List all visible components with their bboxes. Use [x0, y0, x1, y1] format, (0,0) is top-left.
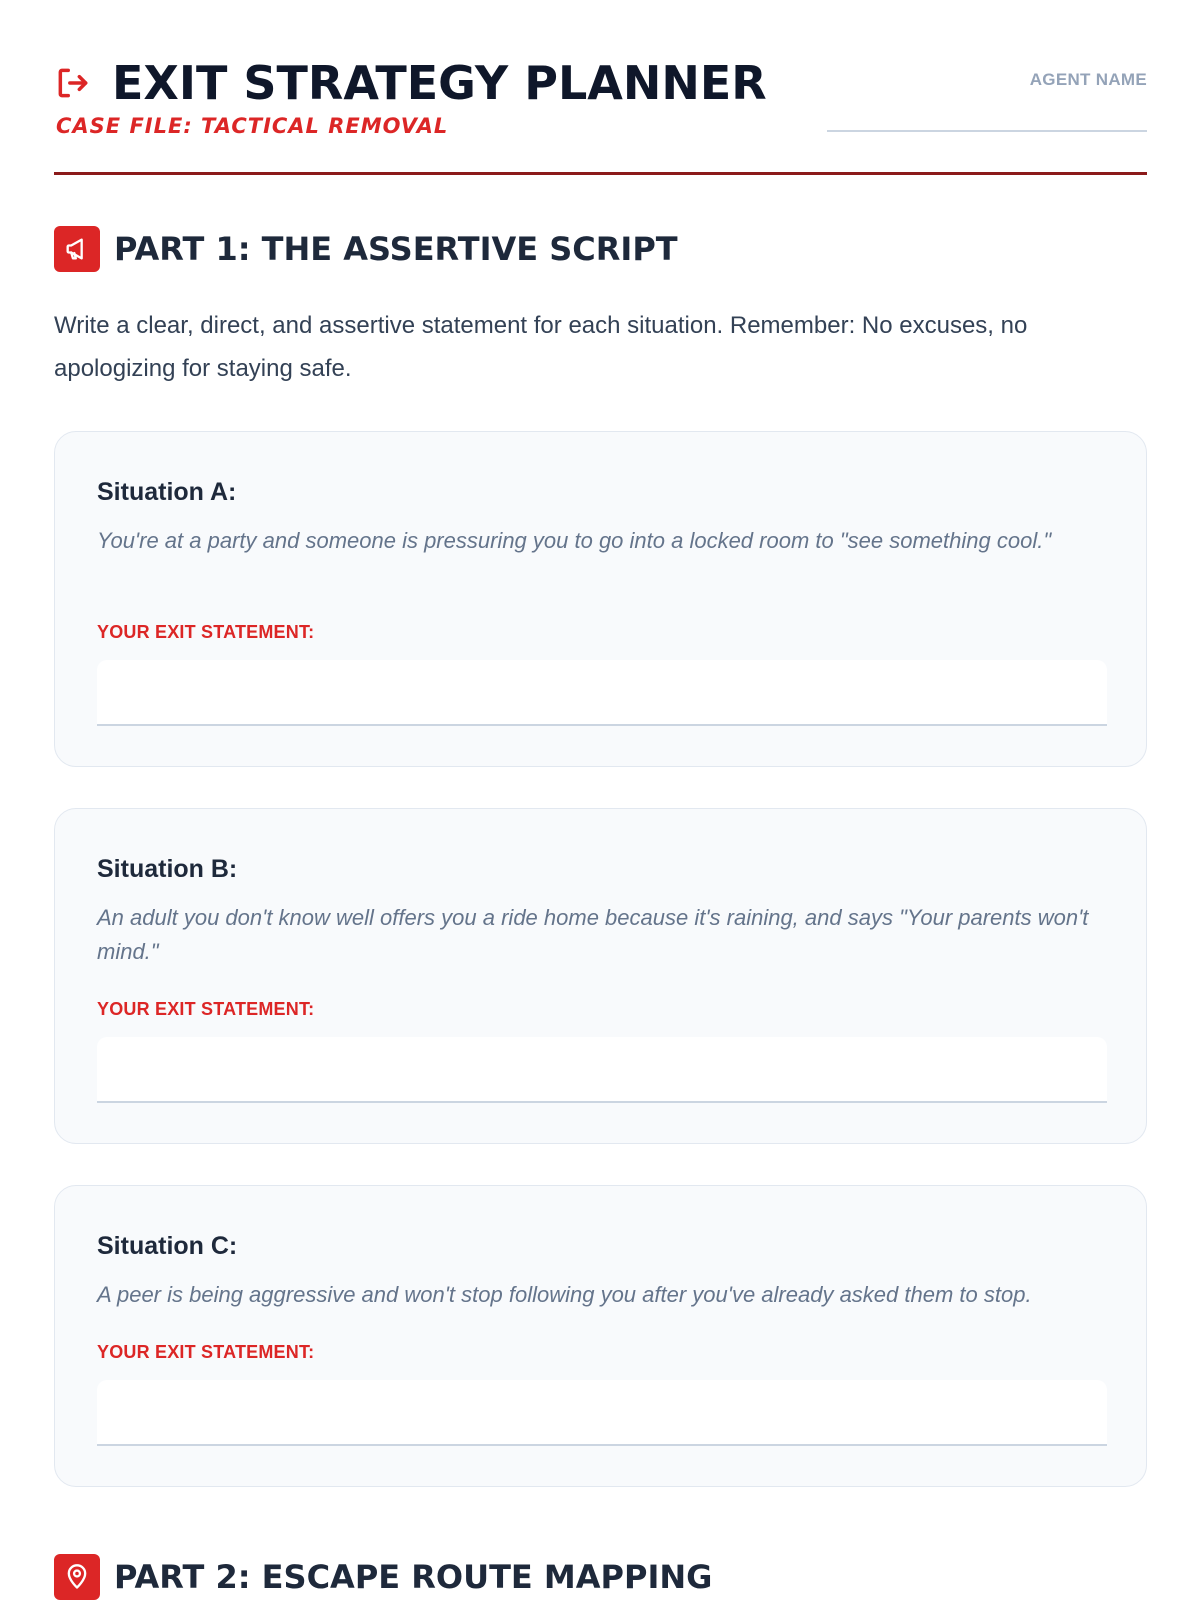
page-title: EXIT STRATEGY PLANNER [112, 56, 767, 110]
situation-description: A peer is being aggressive and won't stop following you after you've already asked them to stop. [97, 1282, 1032, 1307]
situation-card [54, 431, 1147, 767]
case-file-subtitle: CASE FILE: TACTICAL REMOVAL [56, 114, 449, 138]
exit-icon [54, 64, 92, 102]
exit-statement-input[interactable] [97, 660, 1107, 726]
situation-description: An adult you don't know well offers you a ride home because it's raining, and says "Your parents won't mind." [97, 905, 1089, 964]
agent-name-label: AGENT NAME [1029, 70, 1147, 89]
situation-title: Situation A: [97, 478, 237, 506]
exit-statement-label: YOUR EXIT STATEMENT: [97, 999, 315, 1019]
agent-name-field[interactable] [827, 68, 1147, 132]
situation-card [54, 808, 1147, 1144]
worksheet-header [54, 0, 1147, 175]
situation-title: Situation C: [97, 1232, 238, 1260]
megaphone-icon [54, 226, 100, 272]
exit-statement-label: YOUR EXIT STATEMENT: [97, 622, 315, 642]
situation-description: You're at a party and someone is pressuring you to go into a locked room to "see something cool." [97, 528, 1052, 553]
situation-title: Situation B: [97, 855, 238, 883]
title-row [54, 56, 767, 110]
map-pin-icon [54, 1554, 100, 1600]
part1-instructions: Write a clear, direct, and assertive statement for each situation. Remember: No excuses, no apologizing for staying safe. [54, 312, 1028, 382]
part2-title: PART 2: ESCAPE ROUTE MAPPING [114, 1558, 713, 1596]
exit-statement-input[interactable] [97, 1037, 1107, 1103]
part1-title: PART 1: THE ASSERTIVE SCRIPT [114, 230, 678, 268]
situation-card [54, 1185, 1147, 1487]
exit-statement-input[interactable] [97, 1380, 1107, 1446]
exit-statement-label: YOUR EXIT STATEMENT: [97, 1342, 315, 1362]
part1-heading [54, 226, 678, 272]
part2-heading [54, 1554, 712, 1600]
